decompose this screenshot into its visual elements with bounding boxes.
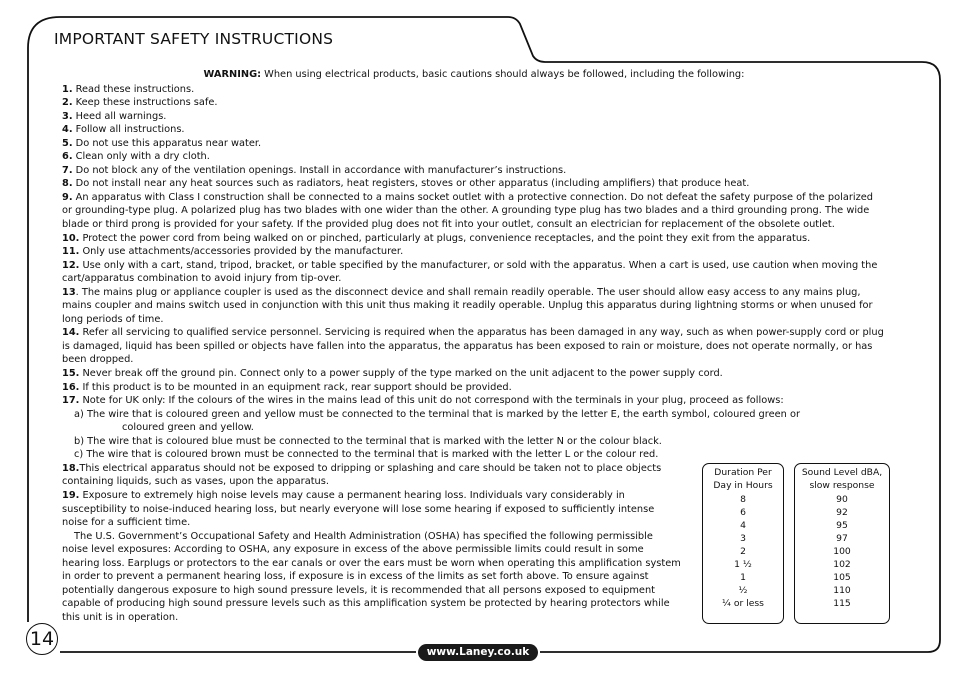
list-item: 8. Do not install near any heat sources such as radiators, heat registers, stoves or other apparatus (including amplifiers) that produce heat. bbox=[62, 178, 750, 190]
sub-item-c: c) The wire that is coloured brown must be connected to the terminal that is marked with the letter L or the colour red. bbox=[74, 449, 659, 461]
sound-level-cell: 90 bbox=[836, 494, 848, 505]
sound-level-cell: 92 bbox=[836, 507, 848, 518]
sound-level-cell: 97 bbox=[836, 533, 848, 544]
page-title: IMPORTANT SAFETY INSTRUCTIONS bbox=[54, 30, 334, 48]
list-item: 10. Protect the power cord from being walked on or pinched, particularly at plugs, convenience receptacles, and the point they exit from the apparatus. bbox=[62, 232, 811, 244]
duration-cell: 3 bbox=[740, 533, 746, 544]
warning-text: When using electrical products, basic cautions should always be followed, including the following: bbox=[261, 69, 745, 80]
list-item: 11. Only use attachments/accessories provided by the manufacturer. bbox=[62, 246, 404, 258]
page-number: 14 bbox=[26, 623, 58, 655]
list-item: 12. Use only with a cart, stand, tripod, bracket, or table specified by the manufacturer, or sold with the apparatus. When a cart is used, use caution when moving the cart/apparatus combination to avoid injury from tip-over. bbox=[62, 259, 878, 285]
warning-label: WARNING: bbox=[203, 69, 262, 80]
sound-level-cell: 115 bbox=[833, 598, 851, 609]
duration-header: Duration Per Day in Hours bbox=[713, 467, 773, 491]
list-item: 2. Keep these instructions safe. bbox=[62, 97, 218, 109]
list-item: 15. Never break off the ground pin. Connect only to a power supply of the type marked on the unit adjacent to the power supply cord. bbox=[62, 368, 723, 380]
duration-cell: ½ bbox=[738, 585, 748, 596]
list-item: 4. Follow all instructions. bbox=[62, 124, 185, 136]
sound-level-cell: 95 bbox=[836, 520, 848, 531]
osha-paragraph: The U.S. Government’s Occupational Safety and Health Administration (OSHA) has specified the following permissible noise level exposures: According to OSHA, any exposure in excess of the above permissible limits could result in some hearing loss. Earplugs or protectors to the ear canals or over the ears must be worn when operating this amplification system in order to prevent a permanent hearing loss, if exposure is in excess of the limits as set forth above. To ensure against potentially dangerous exposure to high sound pressure levels, it is recommended that all persons exposed to equipment capable of producing high sound pressure levels such as this amplification system be protected by hearing protectors while this unit is in operation. bbox=[62, 530, 681, 623]
noise-exposure-table bbox=[702, 463, 890, 626]
list-item: 19. Exposure to extremely high noise levels may cause a permanent hearing loss. Individuals vary considerably in susceptibility to noise-induced hearing loss, but nearly everyone will lose some hearing if exposed to sufficiently intense noise for a sufficient time. bbox=[62, 489, 655, 529]
duration-cell: 8 bbox=[740, 494, 746, 505]
duration-cell: 1 bbox=[740, 572, 746, 583]
list-item: 9. An apparatus with Class I construction shall be connected to a mains socket outlet with a protective connection. Do not defeat the safety purpose of the polarized or grounding-type plug. A polarized plug has two blades with one wider than the other. A grounding type plug has two blades and a third grounding prong. The wide blade or third prong is provided for your safety. If the provided plug does not fit into your outlet, consult an electrician for replacement of the obsolete outlet. bbox=[62, 191, 873, 231]
list-item: 1. Read these instructions. bbox=[62, 83, 195, 95]
duration-cell: 6 bbox=[740, 507, 746, 518]
sub-item-a-cont: coloured green and yellow. bbox=[122, 422, 254, 434]
duration-cell: ¼ or less bbox=[722, 598, 764, 609]
list-item: 7. Do not block any of the ventilation openings. Install in accordance with manufacturer’s instructions. bbox=[62, 164, 567, 176]
duration-column bbox=[702, 463, 784, 624]
list-item: 3. Heed all warnings. bbox=[62, 110, 167, 122]
list-item: 18.This electrical apparatus should not be exposed to dripping or splashing and care should be taken not to place objects containing liquids, such as vases, upon the apparatus. bbox=[62, 462, 662, 488]
sound-level-column bbox=[794, 463, 890, 624]
list-item: 13. The mains plug or appliance coupler is used as the disconnect device and shall remain readily operable. The user should allow easy access to any mains plug, mains coupler and mains switch used in conjunction with this unit thus making it readily operable. Unplug this apparatus during lightning storms or when unused for long periods of time. bbox=[62, 286, 873, 325]
sound-level-header: Sound Level dBA, slow response bbox=[801, 467, 883, 491]
list-item: 14. Refer all servicing to qualified service personnel. Servicing is required when the apparatus has been damaged in any way, such as when power-supply cord or plug is damaged, liquid has been spilled or objects have fallen into the apparatus, the apparatus has been exposed to rain or moisture, does not operate normally, or has been dropped. bbox=[62, 327, 884, 366]
list-item: 6. Clean only with a dry cloth. bbox=[62, 151, 210, 163]
duration-cell: 1 ½ bbox=[734, 559, 752, 570]
sound-level-cell: 100 bbox=[833, 546, 851, 557]
duration-cell: 2 bbox=[740, 546, 746, 557]
website-link[interactable]: www.Laney.co.uk bbox=[418, 644, 538, 661]
list-item: 17. Note for UK only: If the colours of the wires in the mains lead of this unit do not correspond with the terminals in your plug, proceed as follows: bbox=[62, 395, 784, 407]
list-item: 5. Do not use this apparatus near water. bbox=[62, 137, 262, 149]
sound-level-cell: 102 bbox=[833, 559, 851, 570]
warning-line bbox=[62, 68, 886, 82]
sub-item-a: a) The wire that is coloured green and yellow must be connected to the terminal that is marked by the letter E, the earth symbol, coloured green or bbox=[74, 408, 800, 420]
duration-cell: 4 bbox=[740, 520, 746, 531]
sub-item-b: b) The wire that is coloured blue must be connected to the terminal that is marked with the letter N or the colour black. bbox=[74, 435, 662, 447]
sound-level-cell: 105 bbox=[833, 572, 851, 583]
list-item: 16. If this product is to be mounted in an equipment rack, rear support should be provided. bbox=[62, 381, 512, 393]
sound-level-cell: 110 bbox=[833, 585, 851, 596]
